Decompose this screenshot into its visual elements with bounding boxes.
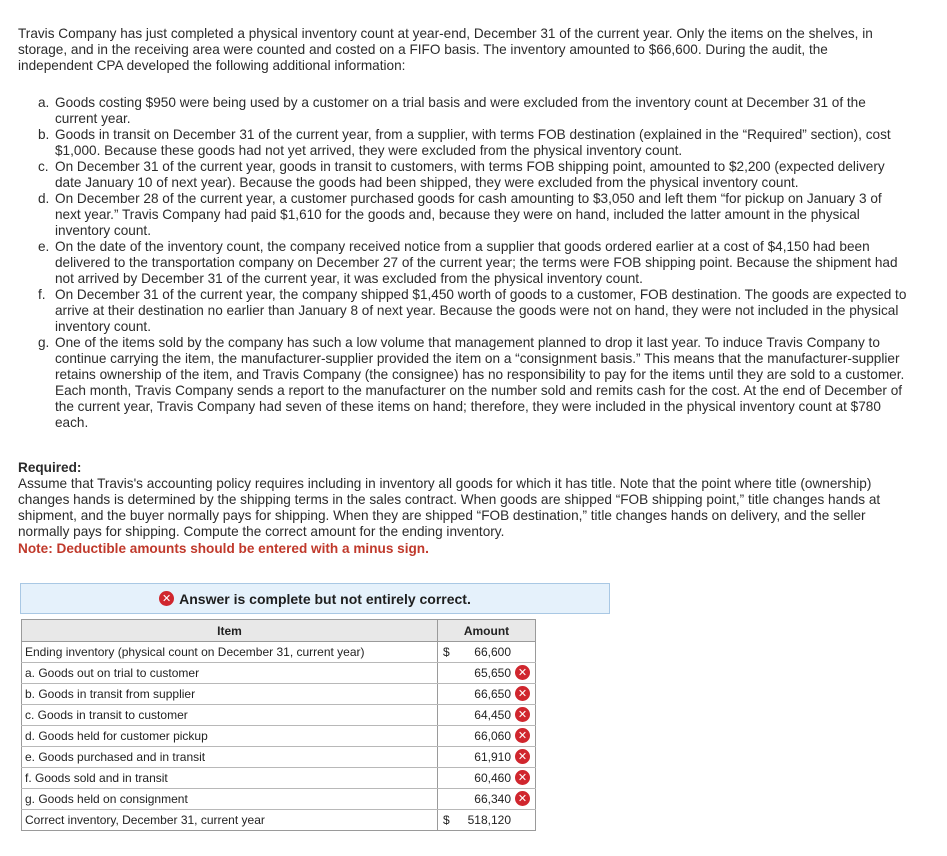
list-item xyxy=(38,191,908,239)
amount-cell xyxy=(438,642,536,663)
table-row xyxy=(22,747,536,768)
item-marker: f. xyxy=(38,287,46,302)
row-label: g. Goods held on consignment xyxy=(22,789,438,810)
amount-input[interactable] xyxy=(438,726,536,747)
amount-value: 66,600 xyxy=(474,645,511,659)
item-text: Goods in transit on December 31 of the current year, from a supplier, with terms FOB destination (explained in the “Required” section), cost $1,000. Because these goods had not yet arrived, they were excluded from the physical inventory count. xyxy=(55,127,891,158)
item-marker: e. xyxy=(38,239,50,254)
list-item xyxy=(38,239,908,287)
incorrect-x-icon: ✕ xyxy=(515,728,530,743)
table-row xyxy=(22,768,536,789)
amount-input[interactable] xyxy=(438,684,536,705)
row-label: d. Goods held for customer pickup xyxy=(22,726,438,747)
incorrect-x-icon: ✕ xyxy=(515,791,530,806)
row-label: f. Goods sold and in transit xyxy=(22,768,438,789)
table-header-row xyxy=(22,620,536,642)
item-marker: b. xyxy=(38,127,50,142)
incorrect-x-icon: ✕ xyxy=(515,665,530,680)
table-row xyxy=(22,789,536,810)
required-heading: Required: xyxy=(18,460,82,475)
item-column-header: Item xyxy=(22,620,438,642)
x-circle-icon: ✕ xyxy=(159,591,174,606)
amount-input[interactable] xyxy=(438,705,536,726)
incorrect-x-icon: ✕ xyxy=(515,707,530,722)
answer-status-text: Answer is complete but not entirely correct. xyxy=(179,590,471,607)
list-item xyxy=(38,159,908,191)
currency-symbol: $ xyxy=(443,645,450,659)
amount-column-header: Amount xyxy=(438,620,536,642)
incorrect-x-icon: ✕ xyxy=(515,749,530,764)
amount-value: 60,460 xyxy=(474,771,511,785)
table-row xyxy=(22,810,536,831)
row-label: a. Goods out on trial to customer xyxy=(22,663,438,684)
list-item xyxy=(38,127,908,159)
amount-input[interactable] xyxy=(438,663,536,684)
table-row xyxy=(22,642,536,663)
item-marker: a. xyxy=(38,95,50,110)
list-item xyxy=(38,287,908,335)
item-marker: c. xyxy=(38,159,49,174)
required-text: Assume that Travis's accounting policy requires including in inventory all goods for which it has title. Note that the point where title (ownership) changes hands is determined by the shipping terms in the sales contract. When goods are shipped “FOB shipping point,” title changes hands at shipment, and the buyer normally pays for shipping. When they are shipped “FOB destination,” title changes hands on delivery, and the seller normally pays for shipping. Compute the correct amount for the ending inventory. xyxy=(18,476,881,539)
answer-status-banner xyxy=(20,583,610,614)
item-text: Goods costing $950 were being used by a customer on a trial basis and were excluded from the inventory count at December 31 of the current year. xyxy=(55,95,866,126)
amount-value: 66,060 xyxy=(474,729,511,743)
row-label: c. Goods in transit to customer xyxy=(22,705,438,726)
item-text: On the date of the inventory count, the company received notice from a supplier that goods ordered earlier at a cost of $4,150 had been delivered to the transportation company on December 27 of the current year; the terms were FOB shipping point. Because the shipment had not arrived by December 31 of the current year, it was excluded from the physical inventory count. xyxy=(55,239,898,286)
item-marker: g. xyxy=(38,335,50,350)
amount-input[interactable] xyxy=(438,747,536,768)
amount-cell xyxy=(438,810,536,831)
row-label: Ending inventory (physical count on December 31, current year) xyxy=(22,642,438,663)
amount-value: 518,120 xyxy=(467,813,511,827)
list-item xyxy=(38,95,908,127)
row-label: e. Goods purchased and in transit xyxy=(22,747,438,768)
inventory-table xyxy=(21,619,536,831)
table-row xyxy=(22,684,536,705)
table-row xyxy=(22,726,536,747)
deductible-note: Note: Deductible amounts should be entered with a minus sign. xyxy=(18,541,429,556)
incorrect-x-icon: ✕ xyxy=(515,686,530,701)
item-text: One of the items sold by the company has such a low volume that management planned to drop it last year. To induce Travis Company to continue carrying the item, the manufacturer-supplier provided the item on a “consignment basis.” This means that the manufacturer-supplier retains ownership of the item, and Travis Company (the consignee) has no responsibility to pay for the items until they are sold to a customer. Each month, Travis Company sends a report to the manufacturer on the number sold and remits cash for the cost. At the end of December of the current year, Travis Company had seven of these items on hand; therefore, they were included in the physical inventory count at $780 each. xyxy=(55,335,905,430)
table-row xyxy=(22,705,536,726)
item-text: On December 28 of the current year, a customer purchased goods for cash amounting to $3,050 and left them “for pickup on January 3 of next year.” Travis Company had paid $1,610 for the goods and, because they were on hand, included the latter amount in the physical inventory count. xyxy=(55,191,882,238)
row-label: b. Goods in transit from supplier xyxy=(22,684,438,705)
amount-value: 64,450 xyxy=(474,708,511,722)
table-row xyxy=(22,663,536,684)
amount-input[interactable] xyxy=(438,789,536,810)
amount-value: 61,910 xyxy=(474,750,511,764)
item-text: On December 31 of the current year, the company shipped $1,450 worth of goods to a customer, FOB destination. The goods are expected to arrive at their destination no earlier than January 8 of next year. Because the goods were not on hand, they were not included in the physical inventory count. xyxy=(55,287,907,334)
additional-info-list xyxy=(38,95,908,431)
amount-input[interactable] xyxy=(438,768,536,789)
problem-intro: Travis Company has just completed a physical inventory count at year-end, December 31 of the current year. Only the items on the shelves, in storage, and in the receiving area were counted and costed on a FIFO basis. The inventory amounted to $66,600. During the audit, the independent CPA developed the following additional information: xyxy=(18,26,873,73)
list-item xyxy=(38,335,908,431)
item-marker: d. xyxy=(38,191,50,206)
amount-value: 66,650 xyxy=(474,687,511,701)
item-text: On December 31 of the current year, goods in transit to customers, with terms FOB shipping point, amounted to $2,200 (expected delivery date January 10 of next year). Because the goods had been shipped, they were excluded from the physical inventory count. xyxy=(55,159,885,190)
amount-value: 65,650 xyxy=(474,666,511,680)
amount-value: 66,340 xyxy=(474,792,511,806)
currency-symbol: $ xyxy=(443,813,450,827)
incorrect-x-icon: ✕ xyxy=(515,770,530,785)
row-label: Correct inventory, December 31, current year xyxy=(22,810,438,831)
